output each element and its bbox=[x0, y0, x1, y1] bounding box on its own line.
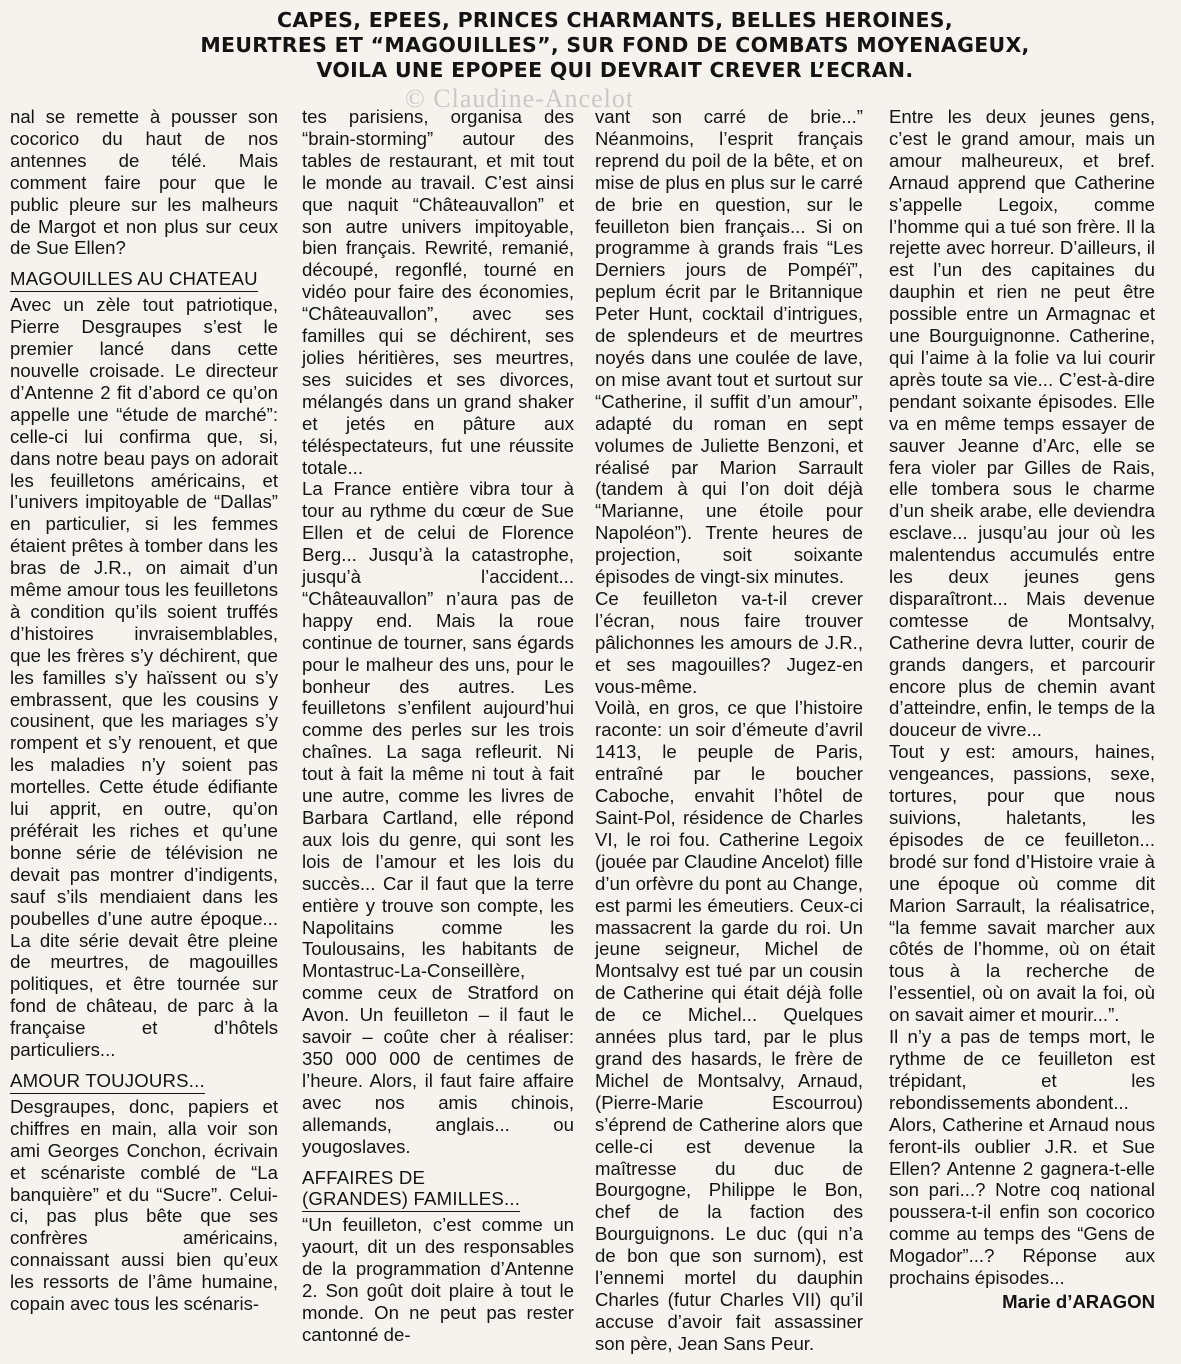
copyright-watermark: © Claudine-Ancelot bbox=[405, 84, 635, 113]
paragraph: Il n’y a pas de temps mort, le rythme de ce feuilleton est trépidant, et les rebondissements abondent... bbox=[889, 1026, 1155, 1113]
paragraph: Desgraupes, donc, papiers et chiffres en main, alla voir son ami Georges Conchon, écrivain et scénariste comblé de “La banquière” et du “Sucre”. Celui-ci, pas plus bête que ses confrères américains, connaissant aussi bien qu’eux les ressorts de l’âme humaine, copain avec tous les scénaris- bbox=[10, 1095, 278, 1315]
text-column-2 bbox=[302, 106, 574, 1346]
paragraph: “Un feuilleton, c’est comme un yaourt, dit un des responsables de la programmation d’Antenne 2. Son goût doit plaire à tout le monde. On ne peut pas rester cantonné de- bbox=[302, 1214, 574, 1345]
section-heading: AMOUR TOUJOURS... bbox=[10, 1070, 278, 1094]
paragraph: Tout y est: amours, haines, vengeances, passions, sexe, tortures, pour que nous suivions, haletants, les épisodes de ce feuilleton... brodé sur fond d’Histoire vraie à une époque où comme dit Marion Sarrault, la réalisatrice, “la femme savait marcher aux côtés de l’homme, où on était tous à la recherche de l’essentiel, où on avait la foi, où on savait aimer et mourir...”. bbox=[889, 741, 1155, 1026]
article-headline bbox=[150, 8, 1080, 83]
section-heading: MAGOUILLES AU CHATEAU bbox=[10, 268, 278, 292]
section-heading bbox=[302, 1167, 574, 1213]
paragraph: nal se remette à pousser son cocorico du haut de nos antennes de télé. Mais comment faire pour que le public pleure sur les malheurs de Margot et non plus sur ceux de Sue Ellen? bbox=[10, 106, 278, 259]
paragraph: Ce feuilleton va-t-il crever l’écran, nous faire trouver pâlichonnes les amours de J.R., et ses magouilles? Jugez-en vous-même. bbox=[595, 587, 863, 697]
paragraph: vant son carré de brie...” Néanmoins, l’esprit français reprend du poil de la bête, et on mise de plus en plus sur le carré de brie en question, sur le feuilleton bien français... Si on programme à grands frais “Les Derniers jours de Pompéï”, peplum écrit par le Britannique Peter Hunt, cocktail d’intrigues, de splendeurs et de meurtres noyés dans une coulée de lave, on mise avant tout et surtout sur “Catherine, il suffit d’un amour”, adapté du roman en sept volumes de Juliette Benzoni, et réalisé par Marion Sarrault (tandem à qui l’on doit déjà “Marianne, une étoile pour Napoléon”). Trente heures de projection, soit soixante épisodes de vingt-six minutes. bbox=[595, 106, 863, 588]
author-signature: Marie d’ARAGON bbox=[1002, 1290, 1155, 1312]
paragraph: La France entière vibra tour à tour au rythme du cœur de Sue Ellen et de celui de Florence Berg... Jusqu’à la catastrophe, jusqu’à l’accident... “Châteauvallon” n’aura pas de happy end. Mais la roue continue de tourner, sans égards pour le malheur des uns, pour le bonheur des autres. Les feuilletons s’enfilent aujourd’hui comme des perles sur les trois chaînes. La saga refleurit. Ni tout à fait la même ni tout à fait une autre, comme les livres de Barbara Cartland, elle répond aux lois du genre, qui sont les lois de l’amour et les lois du succès... Car il faut que la terre entière y trouve son compte, les Napolitains comme les Toulousains, les habitants de Montastruc-La-Conseillère, comme ceux de Stratford on Avon. Un feuilleton – il faut le savoir – coûte cher à réaliser: 350 000 000 de centimes de l’heure. Alors, il faut faire affaire avec nos amis chinois, allemands, anglais... ou yougoslaves. bbox=[302, 478, 574, 1157]
paragraph: tes parisiens, organisa des “brain-storming” autour des tables de restaurant, et mit tout le monde au travail. C’est ainsi que naquit “Châteauvallon” et son autre univers impitoyable, bien français. Rewrité, remanié, découpé, regonflé, tourné en vidéo pour faire des économies, “Châteauvallon”, avec ses familles qui se déchirent, ses jolies héritières, ses meurtres, ses suicides et ses divorces, mélangés dans un grand shaker et jetés en pâture aux téléspectateurs, fut une réussite totale... bbox=[302, 106, 574, 478]
paragraph: Avec un zèle tout patriotique, Pierre Desgraupes s’est le premier lancé dans cette nouvelle croisade. Le directeur d’Antenne 2 fit d’abord ce qu’on appelle une “étude de marché”: celle-ci lui confirma que, si, dans notre beau pays on adorait les feuilletons américains, et l’univers impitoyable de “Dallas” en particulier, si les femmes étaient prêtes à tomber dans les bras de J.R., on aimait d’un même amour tous les feuilletons à condition qu’ils soient truffés d’histoires invraisemblables, que les frères s’y déchirent, que les familles s’y haïssent ou s’y embrassent, que les cousins y cousinent, que les mariages s’y rompent et s’y renouent, et que les maladies n’y soient pas mortelles. Cette étude édifiante lui apprit, en outre, qu’on préférait les riches et qu’une bonne série de télévision ne devait pas montrer d’indigents, sauf s’ils mendiaient dans les poubelles d’une autre époque... La dite série devait être pleine de meurtres, de magouilles politiques, et être tournée sur fond de château, de parc à la française et d’hôtels particuliers... bbox=[10, 294, 278, 1061]
section-heading-line-2: (GRANDES) FAMILLES... bbox=[302, 1188, 520, 1212]
headline-line-3: VOILA UNE EPOPEE QUI DEVRAIT CREVER L’ECRAN. bbox=[316, 58, 914, 82]
paragraph: Entre les deux jeunes gens, c’est le grand amour, mais un amour malheureux, et bref. Arnaud apprend que Catherine s’appelle Legoix, comme l’homme qui a tué son frère. Il la rejette avec horreur. D’ailleurs, il est l’un des capitaines du dauphin et rien ne peut être possible entre un Armagnac et une Bourguignonne. Catherine, qui l’aime à la folie va lui courir après toute sa vie... C’est-à-dire pendant soixante épisodes. Elle va en même temps essayer de sauver Jeanne d’Arc, elle se fera violer par Gilles de Rais, elle tombera sous le charme d’un sheik arabe, elle deviendra esclave... jusqu’au jour où les malentendus accumulés entre les deux jeunes gens disparaîtront... Mais devenue comtesse de Montsalvy, Catherine devra lutter, courir de grands dangers, et parcourir encore plus de chemin avant d’atteindre, enfin, le temps de la douceur de vivre... bbox=[889, 106, 1155, 741]
text-column-1 bbox=[10, 106, 278, 1315]
paragraph: Voilà, en gros, ce que l’histoire raconte: un soir d’émeute d’avril 1413, le peuple de Paris, entraîné par le boucher Caboche, envahit l’hôtel de Saint-Pol, résidence de Charles VI, le roi fou. Catherine Legoix (jouée par Claudine Ancelot) fille d’un orfèvre du pont au Change, est parmi les émeutiers. Ceux-ci massacrent la garde du roi. Un jeune seigneur, Michel de Montsalvy est tué par un cousin de Catherine qui était déjà folle de ce Michel... Quelques années plus tard, par le plus grand des hasards, le frère de Michel de Montsalvy, Arnaud, (Pierre-Marie Escourrou) s’éprend de Catherine alors que celle-ci est devenue la maîtresse du duc de Bourgogne, Philippe le Bon, chef de la faction des Bourguignons. Le duc (qui n’a de bon que son surnom), est l’ennemi mortel du dauphin Charles (futur Charles VII) qu’il accuse d’avoir fait assassiner son père, Jean Sans Peur. bbox=[595, 697, 863, 1354]
text-column-4 bbox=[889, 106, 1155, 1313]
headline-line-2: MEURTRES ET “MAGOUILLES”, SUR FOND DE COMBATS MOYENAGEUX, bbox=[200, 33, 1030, 57]
paragraph: Alors, Catherine et Arnaud nous feront-ils oublier J.R. et Sue Ellen? Antenne 2 gagnera-t-elle son pari...? Notre coq national poussera-t-il enfin son cocorico comme au temps des “Gens de Mogador”...? Réponse aux prochains épisodes... bbox=[889, 1113, 1155, 1289]
headline-line-1: CAPES, EPEES, PRINCES CHARMANTS, BELLES HEROINES, bbox=[277, 8, 953, 32]
text-column-3 bbox=[595, 106, 863, 1355]
section-heading-line-1: AFFAIRES DE bbox=[302, 1166, 426, 1188]
